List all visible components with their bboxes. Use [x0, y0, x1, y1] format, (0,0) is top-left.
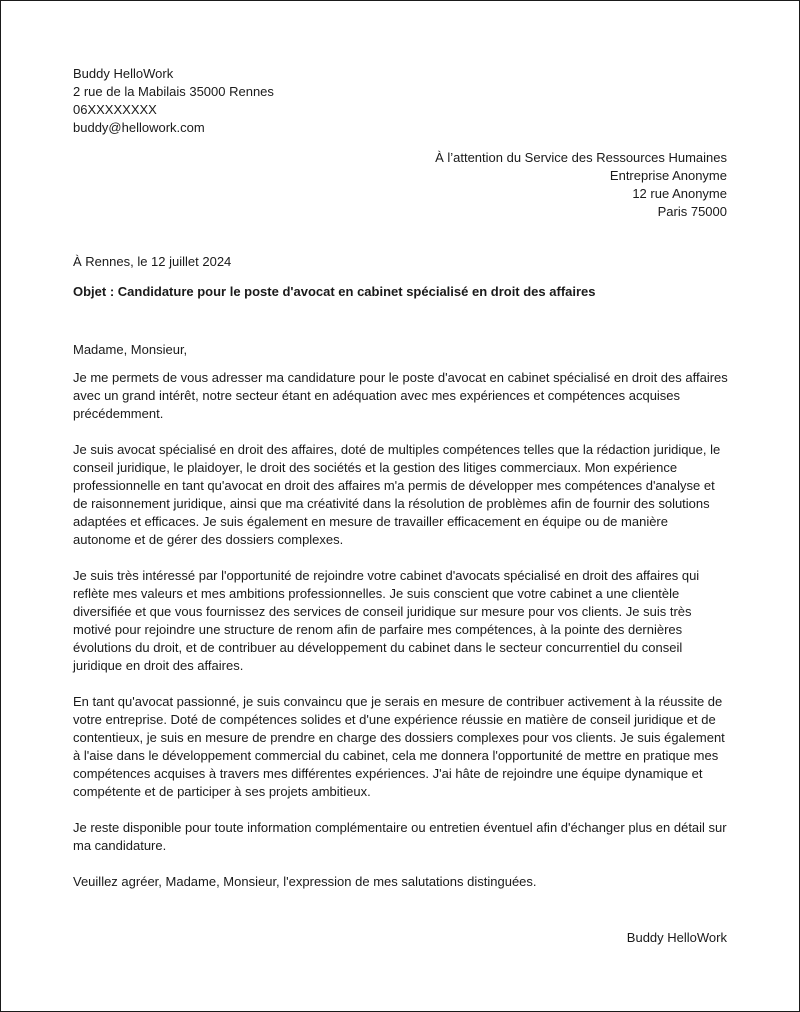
recipient-city: Paris 75000	[657, 204, 727, 219]
recipient-block	[327, 149, 727, 221]
paragraph-profile: Je suis avocat spécialisé en droit des affaires, doté de multiples compétences telles que la rédaction juridique, le conseil juridique, le plaidoyer, le droit des sociétés et la gestion des litiges commerciaux. Mon expérience professionnelle en tant qu'avocat en droit des affaires m'a permis de développer mes compétences d'analyse et de raisonnement juridique, ainsi que ma créativité dans la résolution de problèmes afin de fournir des solutions adaptées et efficaces. Je suis également en mesure de travailler efficacement en équipe ou de manière autonome et de gérer des dossiers complexes.	[73, 442, 721, 547]
paragraph-motivation: Je suis très intéressé par l'opportunité de rejoindre votre cabinet d'avocats spécialisé en droit des affaires qui reflète mes valeurs et mes ambitions professionnelles. Je suis conscient que votre cabinet a une clientèle diversifiée et que vous fournissez des services de conseil juridique sur mesure pour vos clients. Je suis très motivé pour rejoindre une structure de renom afin de parfaire mes compétences, à la pointe des dernières évolutions du droit, et de contribuer au développement du cabinet dans le secteur concurrentiel du conseil juridique en droit des affaires.	[73, 568, 700, 673]
sender-email: buddy@hellowork.com	[73, 120, 205, 135]
paragraph-intro: Je me permets de vous adresser ma candidature pour le poste d'avocat en cabinet spécialisé en droit des affaires avec un grand intérêt, notre secteur étant en adéquation avec mes expériences et compétences acquises précédemment.	[73, 370, 728, 421]
salutation: Madame, Monsieur,	[73, 342, 188, 357]
sender-name: Buddy HelloWork	[73, 66, 174, 81]
recipient-attention: À l’attention du Service des Ressources Humaines	[435, 150, 727, 165]
signature: Buddy HelloWork	[626, 930, 727, 945]
recipient-company: Entreprise Anonyme	[609, 168, 727, 183]
sender-address: 2 rue de la Mabilais 35000 Rennes	[73, 84, 274, 99]
paragraph-closing: Veuillez agréer, Madame, Monsieur, l'expression de mes salutations distinguées.	[73, 874, 537, 889]
recipient-street: 12 rue Anonyme	[632, 186, 727, 201]
sender-phone: 06XXXXXXXX	[73, 102, 157, 117]
paragraph-contribution: En tant qu'avocat passionné, je suis convaincu que je serais en mesure de contribuer activement à la réussite de votre entreprise. Doté de compétences solides et d'une expérience réussie en matière de conseil juridique et de contentieux, je suis en mesure de prendre en charge des dossiers complexes pour vos clients. Je suis également à l'aise dans le développement commercial du cabinet, cela me donnera l'opportunité de mettre en pratique mes compétences acquises à travers mes différentes expériences. J'ai hâte de rejoindre une équipe dynamique et compétente et de participer à ses projets ambitieux.	[73, 694, 725, 799]
sender-block	[73, 65, 473, 137]
subject-line: Objet : Candidature pour le poste d'avocat en cabinet spécialisé en droit des affaires	[73, 284, 596, 299]
letter-body	[73, 341, 729, 909]
paragraph-availability: Je reste disponible pour toute information complémentaire ou entretien éventuel afin d'échanger plus en détail sur ma candidature.	[73, 820, 727, 853]
date-line: À Rennes, le 12 juillet 2024	[73, 254, 232, 269]
